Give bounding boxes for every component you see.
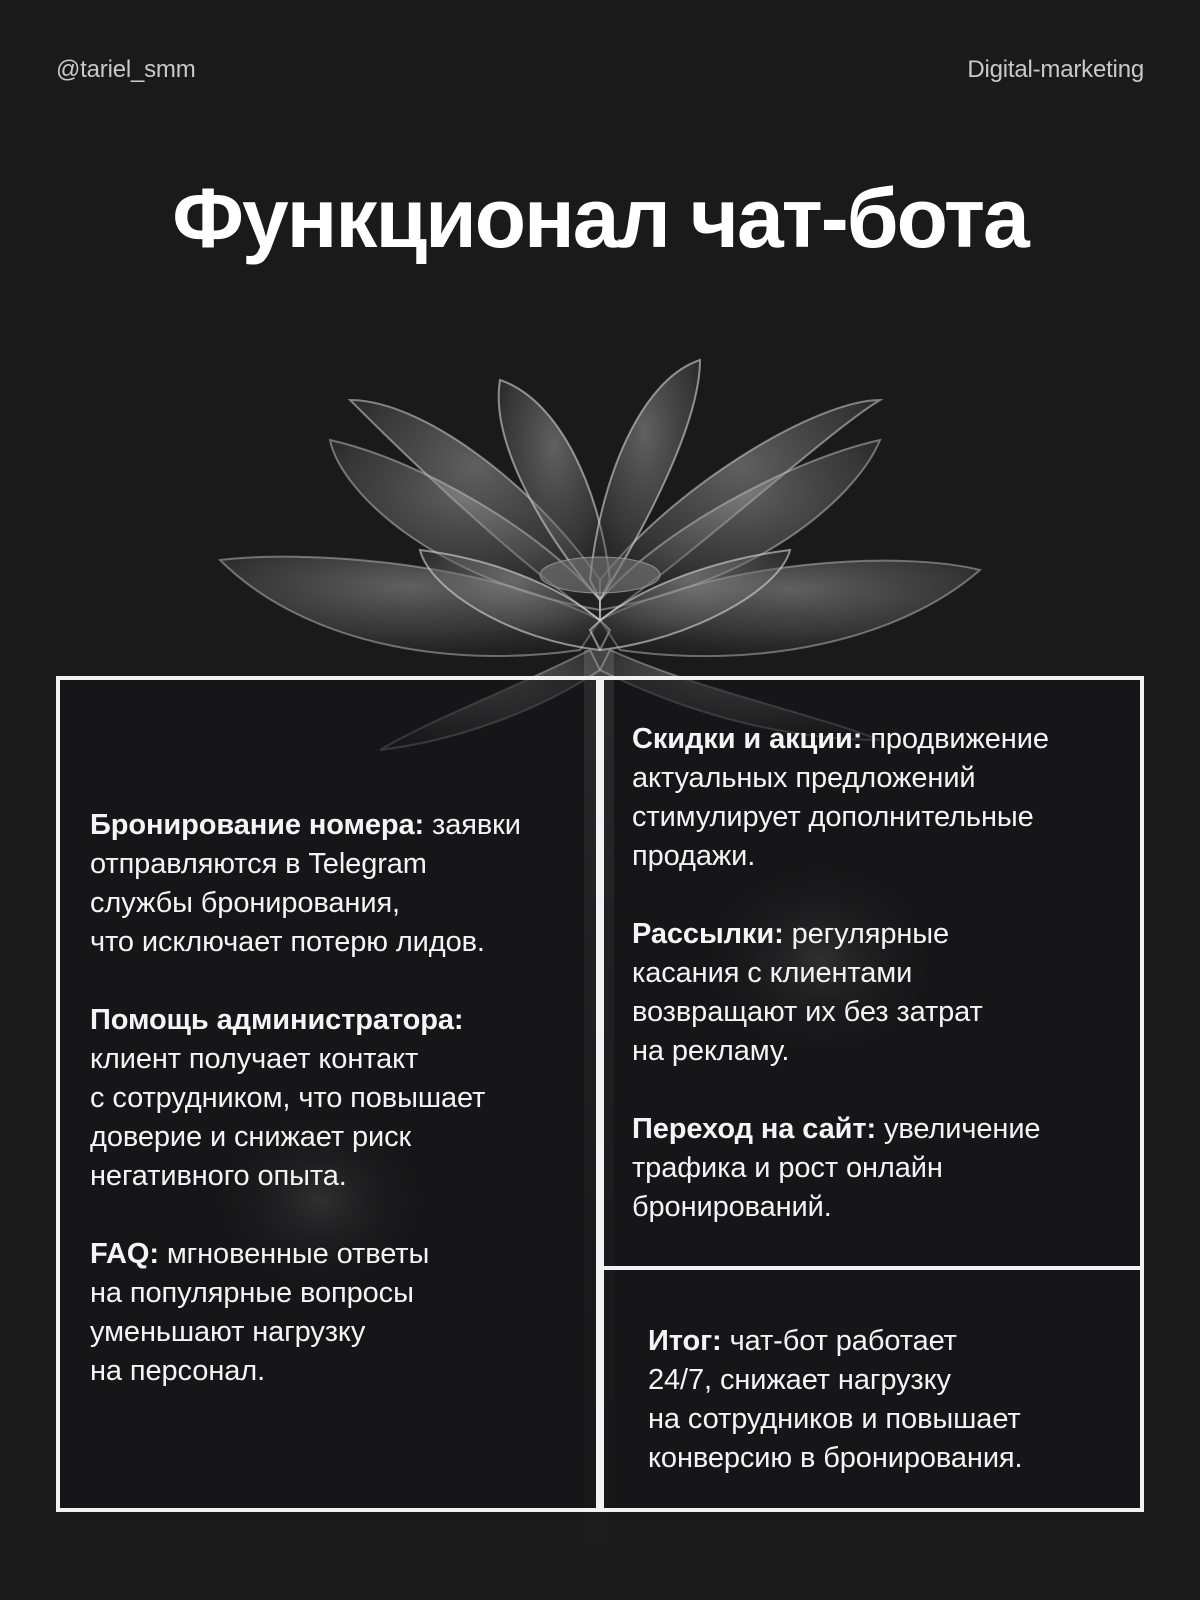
features-panel-left <box>56 676 600 1512</box>
features-panel-right <box>600 676 1144 1270</box>
summary-text: Итог: чат-бот работает 24/7, снижает нагрузку на сотрудников и повышает конверсию в бронирования. <box>648 1325 1023 1474</box>
feature-mailings: Рассылки: регулярные касания с клиентами возвращают их без затрат на рекламу. <box>632 918 983 1067</box>
feature-admin-help: Помощь администратора: клиент получает контакт с сотрудником, что повышает доверие и снижает риск негативного опыта. <box>90 1004 486 1192</box>
feature-booking: Бронирование номера: заявки отправляются в Telegram службы бронирования, что исключает потерю лидов. <box>90 809 521 958</box>
summary-label: Итог: <box>648 1325 722 1357</box>
feature-label: Переход на сайт: <box>632 1113 877 1145</box>
features-list-left <box>90 806 590 1391</box>
tagline: Digital-marketing <box>967 56 1144 83</box>
features-list-right <box>632 720 1132 1227</box>
feature-site-link: Переход на сайт: увеличение трафика и рост онлайн бронирований. <box>632 1113 1041 1223</box>
feature-discounts: Скидки и акции: продвижение актуальных предложений стимулирует дополнительные продажи. <box>632 723 1049 872</box>
summary-panel <box>600 1266 1144 1512</box>
feature-label: Помощь администратора: <box>90 1004 464 1036</box>
feature-faq: FAQ: мгновенные ответы на популярные вопросы уменьшают нагрузку на персонал. <box>90 1238 430 1387</box>
features-grid <box>56 676 1144 1512</box>
feature-label: Рассылки: <box>632 918 784 950</box>
page-title: Функционал чат-бота <box>172 171 1028 265</box>
feature-label: FAQ: <box>90 1238 159 1270</box>
feature-label: Скидки и акции: <box>632 723 863 755</box>
feature-label: Бронирование номера: <box>90 809 425 841</box>
author-handle: @tariel_smm <box>56 56 196 83</box>
